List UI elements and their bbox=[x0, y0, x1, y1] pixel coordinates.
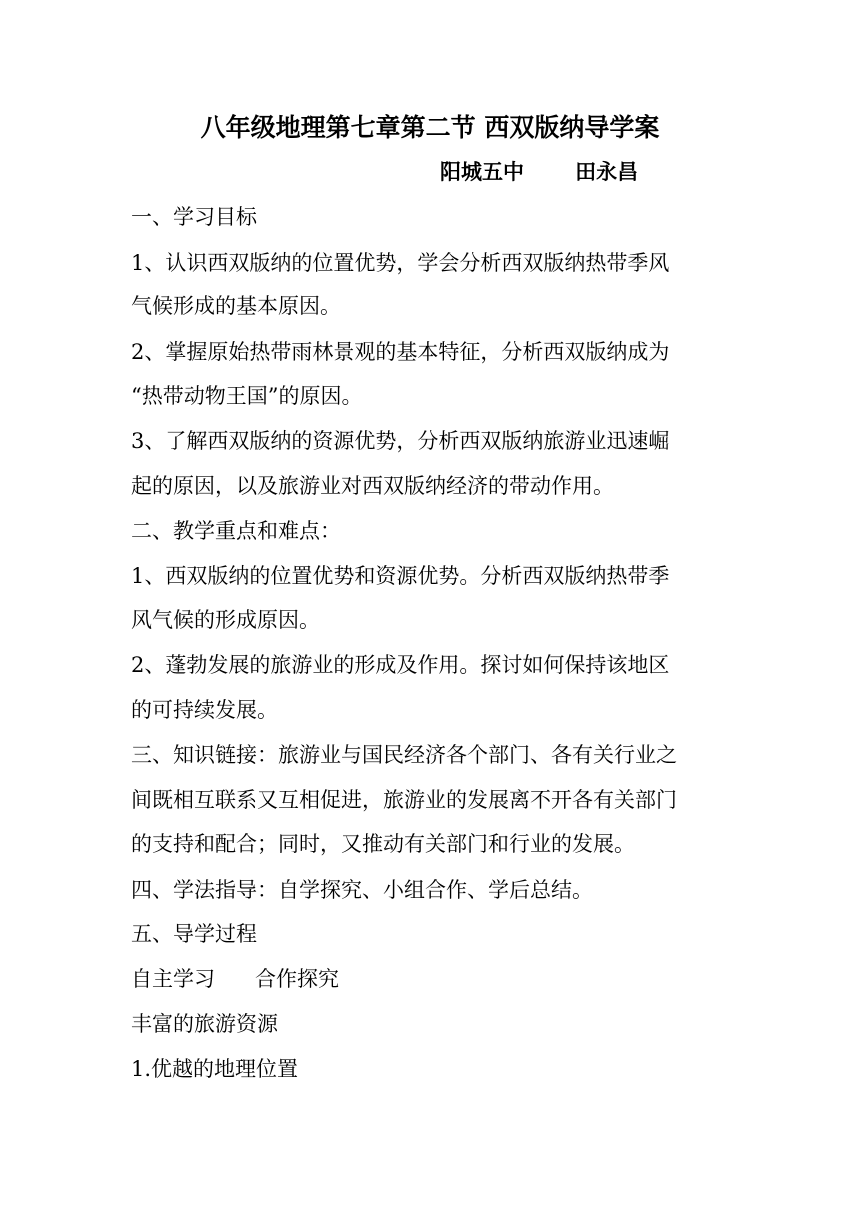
paragraph-line: 气候形成的基本原因。 bbox=[131, 294, 341, 318]
paragraph-line: 起的原因，以及旅游业对西双版纳经济的带动作用。 bbox=[131, 474, 614, 498]
paragraph-line: 风气候的形成原因。 bbox=[131, 608, 320, 632]
paragraph-line: 间既相互联系又互相促进，旅游业的发展离不开各有关部门 bbox=[131, 788, 677, 812]
paragraph-line: 1.优越的地理位置 bbox=[131, 1057, 299, 1081]
document-title: 八年级地理第七章第二节 西双版纳导学案 bbox=[200, 113, 660, 142]
paragraph-line: 的支持和配合；同时，又推动有关部门和行业的发展。 bbox=[131, 832, 635, 856]
paragraph-line: 2、蓬勃发展的旅游业的形成及作用。探讨如何保持该地区 bbox=[131, 653, 670, 677]
section-heading-study-method: 四、学法指导：自学探究、小组合作、学后总结。 bbox=[131, 878, 593, 902]
paragraph-line: 3、了解西双版纳的资源优势，分析西双版纳旅游业迅速崛 bbox=[131, 429, 670, 453]
section-heading-learning-goals: 一、学习目标 bbox=[131, 205, 257, 229]
paragraph-line: “热带动物王国”的原因。 bbox=[131, 384, 363, 408]
section-heading-key-points: 二、教学重点和难点： bbox=[131, 519, 341, 543]
paragraph-line: 的可持续发展。 bbox=[131, 698, 278, 722]
paragraph-line: 1、认识西双版纳的位置优势，学会分析西双版纳热带季风 bbox=[131, 251, 670, 275]
paragraph-line: 三、知识链接：旅游业与国民经济各个部门、各有关行业之 bbox=[131, 743, 677, 767]
paragraph-line: 丰富的旅游资源 bbox=[131, 1012, 278, 1036]
section-heading-process: 五、导学过程 bbox=[131, 922, 257, 946]
paragraph-line: 2、掌握原始热带雨林景观的基本特征，分析西双版纳成为 bbox=[131, 340, 670, 364]
paragraph-line: 1、西双版纳的位置优势和资源优势。分析西双版纳热带季 bbox=[131, 564, 670, 588]
paragraph-line: 自主学习 合作探究 bbox=[131, 967, 340, 991]
author-line: 阳城五中 田永昌 bbox=[440, 159, 639, 184]
